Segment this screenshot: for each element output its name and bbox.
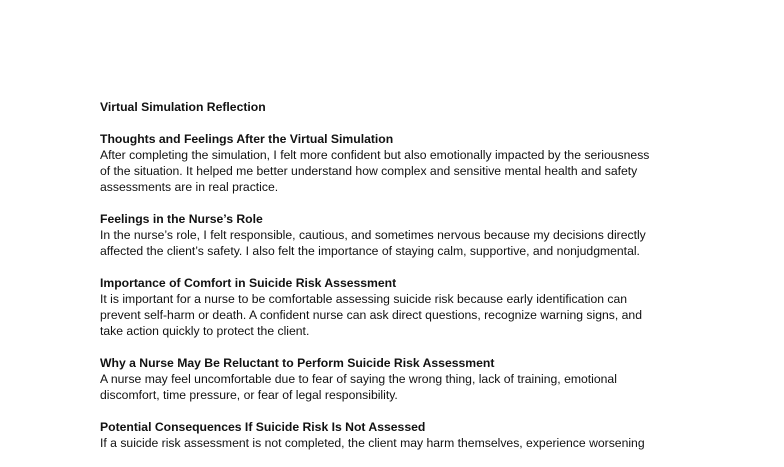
paragraph-line: take action quickly to protect the client. (100, 324, 310, 338)
document-title: Virtual Simulation Reflection (100, 100, 266, 114)
section-heading: Potential Consequences If Suicide Risk Is Not Assessed (100, 420, 426, 434)
paragraph-line: of the situation. It helped me better understand how complex and sensitive mental health and safety (100, 164, 638, 178)
section-heading: Feelings in the Nurse’s Role (100, 212, 263, 226)
section-heading: Importance of Comfort in Suicide Risk Assessment (100, 276, 397, 290)
section-heading: Why a Nurse May Be Reluctant to Perform Suicide Risk Assessment (100, 356, 495, 370)
paragraph-line: prevent self-harm or death. A confident nurse can ask direct questions, recognize warning signs, and (100, 308, 642, 322)
section-thoughts-feelings (100, 131, 690, 195)
paragraph-line: A nurse may feel uncomfortable due to fear of saying the wrong thing, lack of training, emotional (100, 372, 617, 386)
document-body (100, 99, 690, 467)
paragraph-line: In the nurse’s role, I felt responsible, cautious, and sometimes nervous because my decisions directly (100, 228, 646, 242)
section-nurse-role (100, 211, 690, 259)
section-reluctance (100, 355, 690, 403)
paragraph-line: After completing the simulation, I felt more confident but also emotionally impacted by the seriousness (100, 148, 650, 162)
paragraph-line: If a suicide risk assessment is not completed, the client may harm themselves, experience worsening (100, 436, 645, 450)
section-comfort-importance (100, 275, 690, 339)
section-heading: Thoughts and Feelings After the Virtual Simulation (100, 132, 394, 146)
paragraph-line: It is important for a nurse to be comfortable assessing suicide risk because early identification can (100, 292, 628, 306)
paragraph-line: affected the client’s safety. I also felt the importance of staying calm, supportive, and nonjudgmental. (100, 244, 640, 258)
paragraph-line: assessments are in real practice. (100, 180, 279, 194)
paragraph-line: discomfort, time pressure, or fear of legal responsibility. (100, 388, 398, 402)
section-consequences (100, 419, 690, 451)
